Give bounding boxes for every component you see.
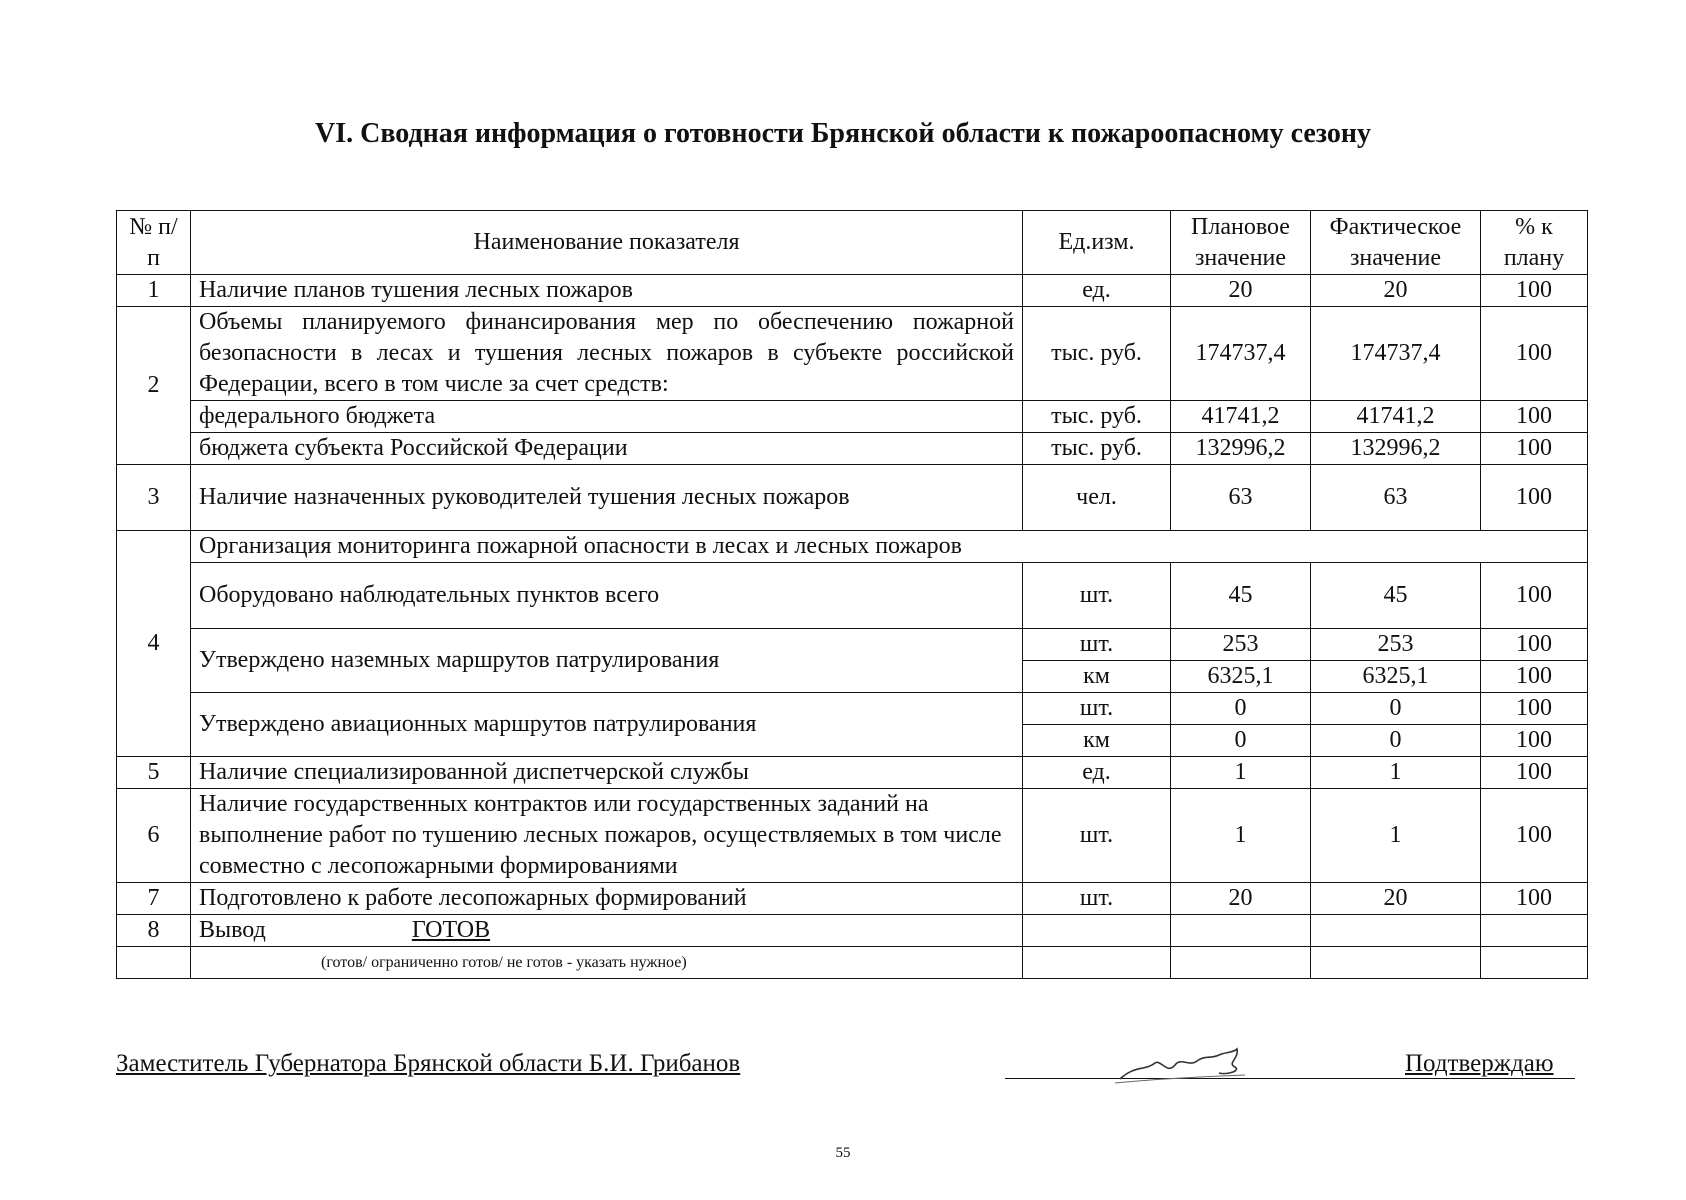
row-unit: шт. — [1023, 693, 1171, 725]
row-num: 8 — [117, 915, 191, 947]
table-row — [117, 693, 1588, 725]
row-name: Объемы планируемого финансирования мер по обеспечению пожарной безопасности в лесах и тушения лесных пожаров в субъекте российской Федерации, всего в том числе за счет средств: — [191, 307, 1023, 401]
row-name: Утверждено авиационных маршрутов патрулирования — [191, 693, 1023, 757]
row-percent: 100 — [1481, 883, 1588, 915]
row-actual: 41741,2 — [1311, 401, 1481, 433]
row-percent: 100 — [1481, 789, 1588, 883]
row-unit: чел. — [1023, 465, 1171, 531]
header-percent: % к плану — [1481, 211, 1588, 275]
table-row — [117, 401, 1588, 433]
row-unit: км — [1023, 661, 1171, 693]
row-percent: 100 — [1481, 433, 1588, 465]
page-title: VI. Сводная информация о готовности Брянской области к пожароопасному сезону — [314, 118, 1371, 149]
row-actual: 0 — [1311, 693, 1481, 725]
table-row — [117, 433, 1588, 465]
row-name: Оборудовано наблюдательных пунктов всего — [191, 563, 1023, 629]
row-planned: 132996,2 — [1171, 433, 1311, 465]
row-planned: 41741,2 — [1171, 401, 1311, 433]
row-percent: 100 — [1481, 563, 1588, 629]
row-unit: км — [1023, 725, 1171, 757]
conclusion-value: ГОТОВ — [411, 917, 491, 943]
row-num: 2 — [117, 307, 191, 465]
table-row — [117, 275, 1588, 307]
empty-cell — [1481, 915, 1588, 947]
table-row — [117, 531, 1588, 563]
row-planned: 253 — [1171, 629, 1311, 661]
table-row — [117, 465, 1588, 531]
row-actual: 132996,2 — [1311, 433, 1481, 465]
row-unit: ед. — [1023, 757, 1171, 789]
row-actual: 253 — [1311, 629, 1481, 661]
row-percent: 100 — [1481, 693, 1588, 725]
empty-cell — [117, 947, 191, 979]
table-row — [117, 563, 1588, 629]
row-unit: ед. — [1023, 275, 1171, 307]
row-planned: 20 — [1171, 275, 1311, 307]
header-planned: Плановое значение — [1171, 211, 1311, 275]
row-unit: шт. — [1023, 883, 1171, 915]
row-actual: 45 — [1311, 563, 1481, 629]
row-percent: 100 — [1481, 465, 1588, 531]
header-unit: Ед.изм. — [1023, 211, 1171, 275]
empty-cell — [1023, 947, 1171, 979]
readiness-table — [116, 210, 1588, 979]
row-name: Подготовлено к работе лесопожарных формирований — [191, 883, 1023, 915]
row-num: 3 — [117, 465, 191, 531]
row-unit: тыс. руб. — [1023, 401, 1171, 433]
row-actual: 174737,4 — [1311, 307, 1481, 401]
row-actual: 20 — [1311, 883, 1481, 915]
row-name: Наличие государственных контрактов или государственных заданий на выполнение работ по тушению лесных пожаров, осуществляемых в том числе совместно с лесопожарными формированиями — [191, 789, 1023, 883]
row-num: 1 — [117, 275, 191, 307]
table-row — [117, 307, 1588, 401]
row-planned: 174737,4 — [1171, 307, 1311, 401]
row-actual: 63 — [1311, 465, 1481, 531]
row-actual: 1 — [1311, 789, 1481, 883]
table-header-row — [117, 211, 1588, 275]
empty-cell — [1311, 947, 1481, 979]
empty-cell — [1171, 915, 1311, 947]
row-unit: шт. — [1023, 629, 1171, 661]
row-percent: 100 — [1481, 275, 1588, 307]
table-row — [117, 789, 1588, 883]
row-actual: 1 — [1311, 757, 1481, 789]
row-num: 7 — [117, 883, 191, 915]
row-percent: 100 — [1481, 307, 1588, 401]
row-percent: 100 — [1481, 629, 1588, 661]
row-percent: 100 — [1481, 401, 1588, 433]
signatory-name: Заместитель Губернатора Брянской области Б.И. Грибанов — [116, 1050, 741, 1077]
row-planned: 0 — [1171, 693, 1311, 725]
handwritten-signature — [1115, 1045, 1275, 1085]
row-name: Наличие назначенных руководителей тушения лесных пожаров — [191, 465, 1023, 531]
row-planned: 1 — [1171, 789, 1311, 883]
row-planned: 0 — [1171, 725, 1311, 757]
row-name: Наличие специализированной диспетчерской службы — [191, 757, 1023, 789]
row-planned: 6325,1 — [1171, 661, 1311, 693]
row-name: бюджета субъекта Российской Федерации — [191, 433, 1023, 465]
table-row — [117, 883, 1588, 915]
row-actual: 6325,1 — [1311, 661, 1481, 693]
table-row — [117, 757, 1588, 789]
row-planned: 45 — [1171, 563, 1311, 629]
row-name: Наличие планов тушения лесных пожаров — [191, 275, 1023, 307]
conclusion-label: Вывод — [199, 917, 266, 943]
conclusion-cell — [191, 915, 1023, 947]
row-planned: 1 — [1171, 757, 1311, 789]
row-percent: 100 — [1481, 661, 1588, 693]
empty-cell — [1481, 947, 1588, 979]
row-actual: 0 — [1311, 725, 1481, 757]
page-number: 55 — [835, 1145, 851, 1161]
header-num: № п/п — [117, 211, 191, 275]
header-name: Наименование показателя — [191, 211, 1023, 275]
table-row — [117, 915, 1588, 947]
row-planned: 20 — [1171, 883, 1311, 915]
confirm-label: Подтверждаю — [1405, 1050, 1554, 1077]
row-actual: 20 — [1311, 275, 1481, 307]
row-name: Организация мониторинга пожарной опасности в лесах и лесных пожаров — [191, 531, 1588, 563]
row-unit: тыс. руб. — [1023, 433, 1171, 465]
row-num: 4 — [117, 531, 191, 757]
table-row — [117, 947, 1588, 979]
row-percent: 100 — [1481, 757, 1588, 789]
row-num: 5 — [117, 757, 191, 789]
empty-cell — [1311, 915, 1481, 947]
conclusion-hint: (готов/ ограниченно готов/ не готов - указать нужное) — [191, 947, 1023, 979]
row-unit: шт. — [1023, 563, 1171, 629]
empty-cell — [1023, 915, 1171, 947]
row-unit: тыс. руб. — [1023, 307, 1171, 401]
empty-cell — [1171, 947, 1311, 979]
row-name: федерального бюджета — [191, 401, 1023, 433]
row-planned: 63 — [1171, 465, 1311, 531]
row-percent: 100 — [1481, 725, 1588, 757]
signature-line — [1005, 1078, 1575, 1079]
header-actual: Фактическое значение — [1311, 211, 1481, 275]
row-name: Утверждено наземных маршрутов патрулирования — [191, 629, 1023, 693]
row-num: 6 — [117, 789, 191, 883]
table-row — [117, 629, 1588, 661]
row-unit: шт. — [1023, 789, 1171, 883]
